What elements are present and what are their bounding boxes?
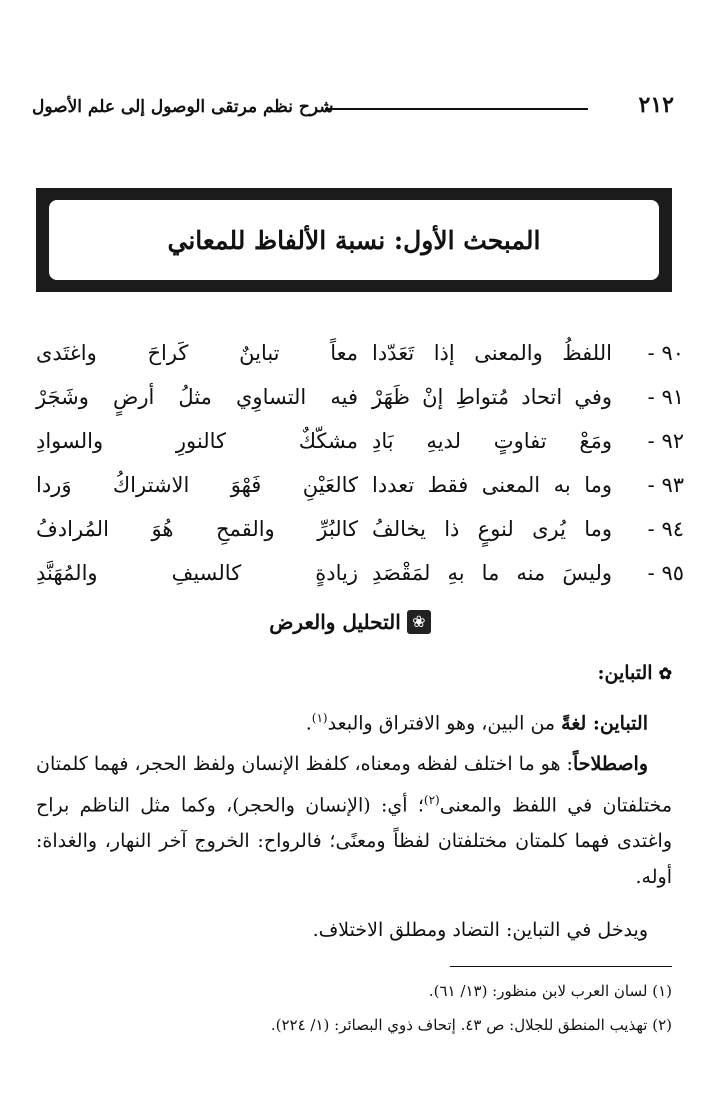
paragraph-end: . bbox=[305, 712, 312, 735]
section-title-frame bbox=[47, 198, 661, 282]
paragraph-lead: واصطلاحاً bbox=[572, 753, 648, 775]
verse-row bbox=[28, 336, 684, 380]
verse-second-hemistich: كالبُرِّ والقمحِ هُوَ المُرادفُ bbox=[36, 517, 358, 541]
verse-second-hemistich: كالعَيْنِ فَهْوَ الاشتراكُ وَردا bbox=[36, 473, 358, 497]
verse-second-hemistich: زيادةٍ كالسيفِ والمُهَنَّدِ bbox=[36, 561, 358, 585]
verse-row bbox=[28, 380, 684, 424]
subheading-text: التباين: bbox=[597, 662, 653, 684]
verse-number: ٩٥ - bbox=[647, 561, 684, 585]
page-number: ٢١٢ bbox=[638, 92, 674, 118]
section-title-box bbox=[36, 188, 672, 292]
paragraph-includes bbox=[36, 912, 672, 948]
paragraph-text: ؛ أي: (الإنسان والحجر)، وكما مثل الناظم براح واغتدى فهما كلمتان مختلفتان لفظاً ومعنًى؛ فالرواح: الخروج آخر النهار، والغداة: أوله. bbox=[36, 794, 672, 889]
running-title: شرح نظم مرتقى الوصول إلى علم الأصول bbox=[32, 97, 334, 117]
paragraph-lead: التباين: لغةً bbox=[561, 712, 648, 735]
verse-row bbox=[28, 556, 684, 600]
header-rule bbox=[325, 108, 588, 110]
verse-first-hemistich: وما يُرى لنوعٍ ذا يخالفُ bbox=[372, 517, 612, 541]
paragraph-linguistic bbox=[36, 700, 672, 741]
verse-second-hemistich: مشكّكٌ كالنورِ والسوادِ bbox=[36, 429, 358, 453]
paragraph-text: من البين، وهو الافتراق والبعد bbox=[327, 712, 562, 735]
verse-row bbox=[28, 424, 684, 468]
subheading bbox=[598, 662, 673, 684]
verse-first-hemistich: وفي اتحاد مُتواطِ إنْ ظَهَرْ bbox=[372, 385, 612, 409]
verse-first-hemistich: وليسَ منه ما بهِ لمَقْصَدِ bbox=[372, 561, 612, 585]
section-title: المبحث الأول: نسبة الألفاظ للمعاني bbox=[167, 225, 541, 255]
verse-number: ٩١ - bbox=[647, 385, 684, 409]
footnote: (١) لسان العرب لابن منظور: (١٣/ ٦١). bbox=[428, 982, 672, 1000]
paragraph-text: ويدخل في التباين: التضاد ومطلق الاختلاف. bbox=[312, 919, 648, 941]
verse-row bbox=[28, 468, 684, 512]
footnote-ref: (٢) bbox=[423, 793, 440, 807]
verse-number: ٩٢ - bbox=[647, 429, 684, 453]
verse-first-hemistich: اللفظُ والمعنى إذا تَعَدّدا bbox=[372, 341, 612, 365]
verse-second-hemistich: فيه التساوِي مثلُ أرضٍ وشَجَرْ bbox=[36, 385, 358, 409]
verse-second-hemistich: معاً تباينٌ كَراحَ واغتَدى bbox=[36, 341, 358, 365]
verse-number: ٩٣ - bbox=[647, 473, 684, 497]
verse-number: ٩٤ - bbox=[647, 517, 684, 541]
star-ornament-icon: ✿ bbox=[658, 663, 672, 683]
verse-first-hemistich: ومَعْ تفاوتٍ لديهِ بَادِ bbox=[372, 429, 612, 453]
analysis-heading bbox=[200, 604, 500, 640]
analysis-heading-text: التحليل والعرض bbox=[269, 610, 401, 634]
footnote-rule bbox=[450, 966, 672, 967]
page-header bbox=[32, 86, 674, 116]
footnote: (٢) تهذيب المنطق للجلال: ص ٤٣. إتحاف ذوي البصائر: (١/ ٢٢٤). bbox=[270, 1016, 672, 1034]
paragraph-text: : هو ما اختلف لفظه ومعناه، كلفظ الإنسان ولفظ الحجر، فهما كلمتان مختلفتان في اللفظ والمعنى bbox=[35, 753, 672, 817]
flower-ornament-icon: ❀ bbox=[407, 610, 431, 634]
footnote-ref: (١) bbox=[311, 711, 328, 725]
poem bbox=[28, 336, 684, 600]
verse-row bbox=[28, 512, 684, 556]
verse-first-hemistich: وما به المعنى فقط تعددا bbox=[372, 473, 612, 497]
verse-number: ٩٠ - bbox=[647, 341, 684, 365]
paragraph-technical bbox=[36, 746, 672, 895]
